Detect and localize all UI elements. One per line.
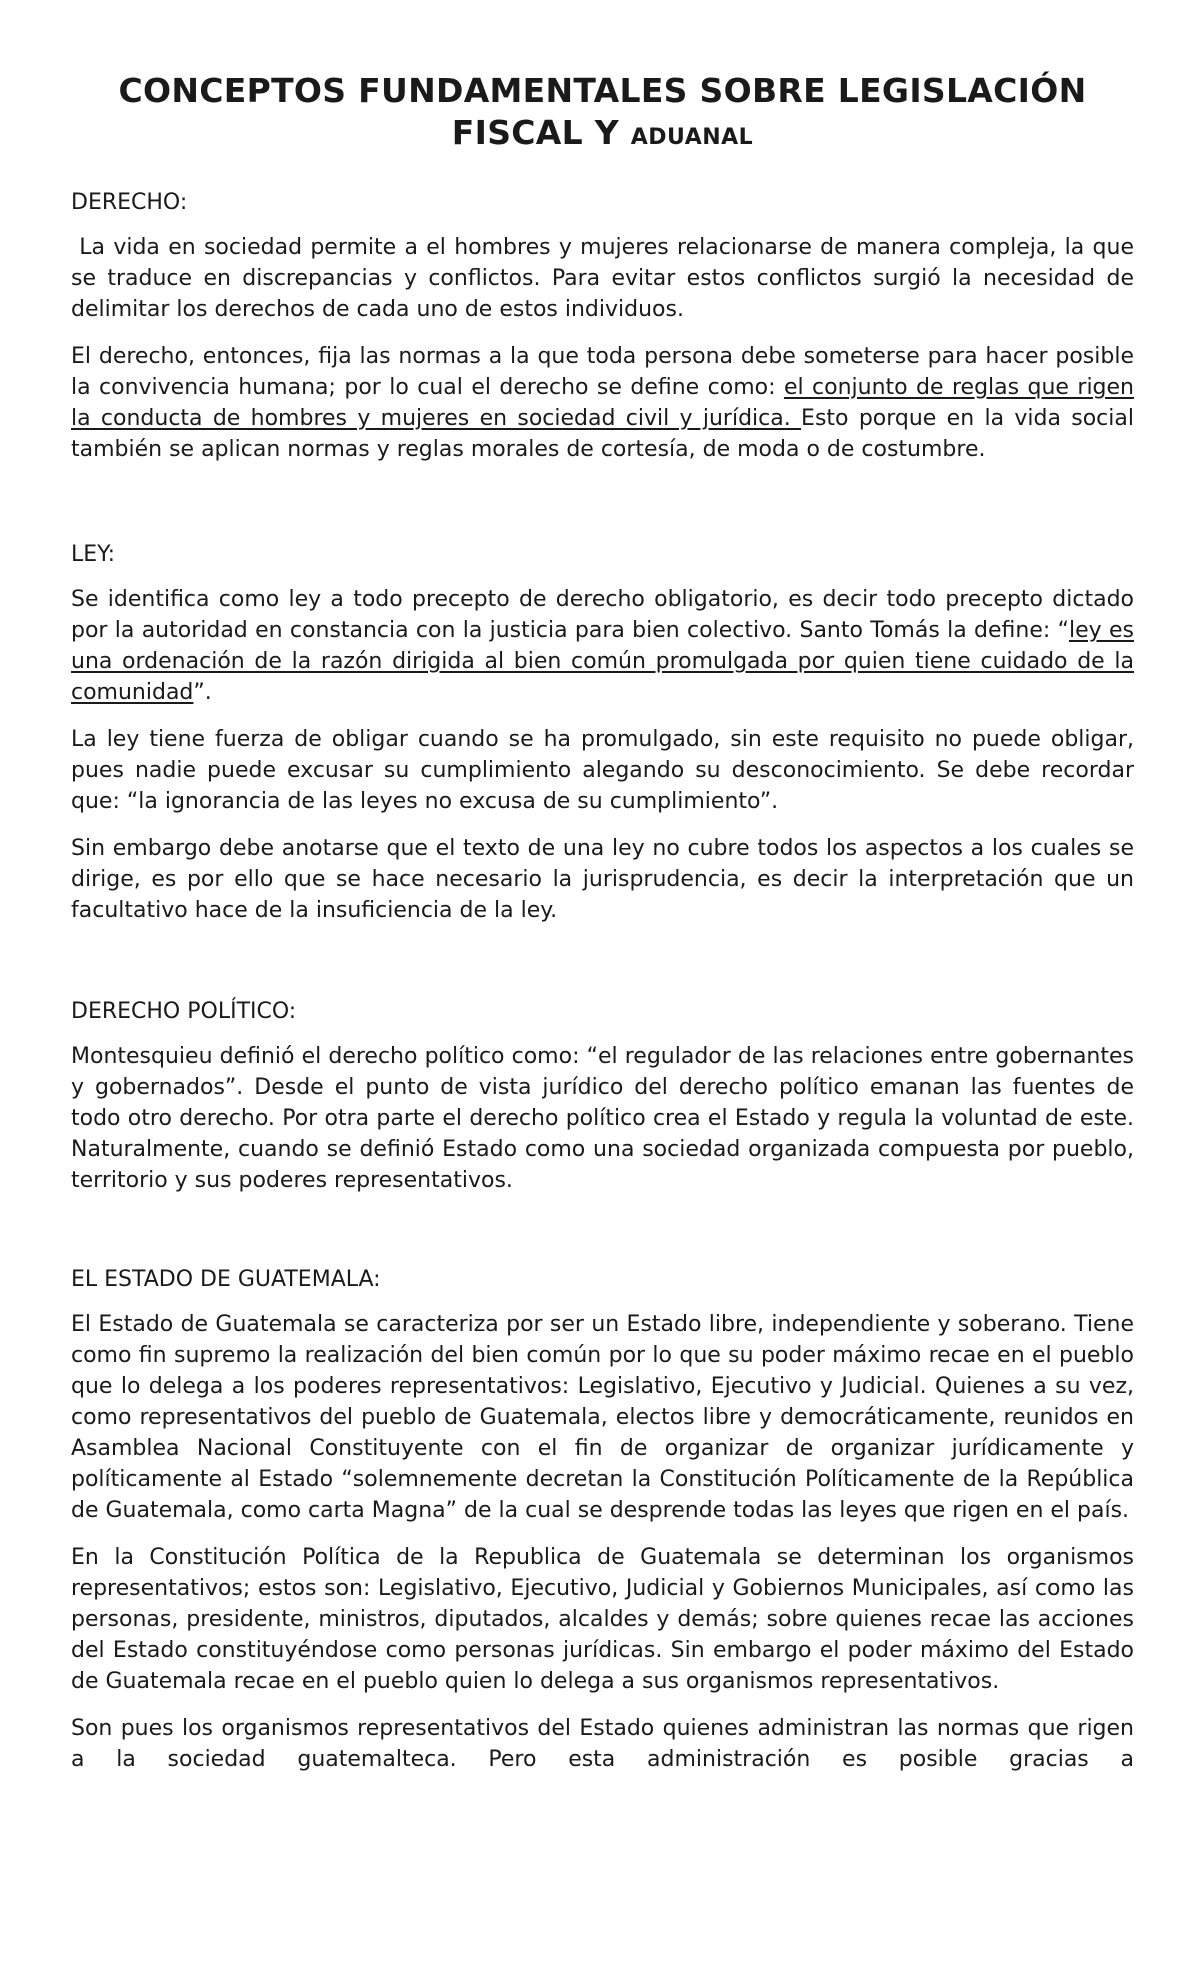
section-heading-estado-guatemala: EL ESTADO DE GUATEMALA: — [71, 1267, 381, 1292]
paragraph-ley-3: Sin embargo debe anotarse que el texto de una ley no cubre todos los aspectos a los cuales se dirige, es por ello que se hace necesario la jurisprudencia, es decir la interpretación que un facultativo hace de la insuficiencia de la ley. — [71, 836, 1134, 923]
paragraph-estado-1: El Estado de Guatemala se caracteriza por ser un Estado libre, independiente y soberano. Tiene como fin supremo la realización del bien común por lo que su poder máximo recae en el pueblo que lo delega a los poderes representativos: Legislativo, Ejecutivo y Judicial. Quienes a su vez, como representativos del pueblo de Guatemala, electos libre y democráticamente, reunidos en Asamblea Nacional Constituyente con el fin de organizar de organizar jurídicamente y políticamente al Estado “solemnemente decretan la Constitución Políticamente de la República de Guatemala, como carta Magna” de la cual se desprende todas las leyes que rigen en el país. — [71, 1312, 1134, 1523]
paragraph-ley-1-text-b: ”. — [193, 680, 212, 705]
section-heading-ley: LEY: — [71, 542, 116, 567]
spacer — [71, 1212, 1134, 1264]
paragraph-derecho-2-text-b: Esto porque en la vida social también se aplican normas y reglas morales de cortesía, de moda o de costumbre. — [71, 406, 1134, 462]
title-line-2-small-caps: ADUANAL — [630, 125, 754, 150]
derecho-definition-underlined: el conjunto de reglas que rigen la conducta de hombres y mujeres en sociedad civil y jurídica. — [71, 375, 1134, 431]
paragraph-estado-3: Son pues los organismos representativos del Estado quienes administran las normas que rigen a la sociedad guatemalteca. Pero esta administración es posible gracias a — [71, 1716, 1134, 1772]
title-line-1: CONCEPTOS FUNDAMENTALES SOBRE LEGISLACIÓN — [118, 71, 1087, 110]
paragraph-ley-1-text-a: Se identifica como ley a todo precepto de derecho obligatorio, es decir todo precepto dictado por la autoridad en constancia con la justicia para bien colectivo. Santo Tomás la define: “ — [71, 587, 1134, 643]
document-title — [71, 70, 1134, 159]
section-heading-derecho-politico: DERECHO POLÍTICO: — [71, 999, 297, 1024]
paragraph-ley-1 — [71, 584, 1134, 708]
ley-definition-underlined: ley es una ordenación de la razón dirigida al bien común promulgada por quien tiene cuidado de la comunidad — [71, 618, 1134, 705]
spacer — [71, 481, 1134, 539]
paragraph-derecho-2-text-a: El derecho, entonces, fija las normas a la que toda persona debe someterse para hacer posible la convivencia humana; por lo cual el derecho se define como: — [71, 344, 1134, 400]
paragraph-ley-2: La ley tiene fuerza de obligar cuando se ha promulgado, sin este requisito no puede obligar, pues nadie puede excusar su cumplimiento alegando su desconocimiento. Se debe recordar que: “la ignorancia de las leyes no excusa de su cumplimiento”. — [71, 727, 1134, 814]
spacer — [71, 942, 1134, 996]
paragraph-derecho-1-text: La vida en sociedad permite a el hombres y mujeres relacionarse de manera compleja, la que se traduce en discrepancias y conflictos. Para evitar estos conflictos surgió la necesidad de delimitar los derechos de cada uno de estos individuos. — [71, 235, 1141, 322]
paragraph-derecho-2 — [71, 341, 1134, 465]
section-heading-derecho: DERECHO: — [71, 190, 188, 215]
paragraph-estado-2: En la Constitución Política de la Republica de Guatemala se determinan los organismos representativos; estos son: Legislativo, Ejecutivo, Judicial y Gobiernos Municipales, así como las personas, presidente, ministros, diputados, alcaldes y demás; sobre quienes recae las acciones del Estado constituyéndose como personas jurídicas. Sin embargo el poder máximo del Estado de Guatemala recae en el pueblo quien lo delega a sus organismos representativos. — [71, 1545, 1134, 1694]
paragraph-derecho-politico-1: Montesquieu definió el derecho político como: “el regulador de las relaciones entre gobernantes y gobernados”. Desde el punto de vista jurídico del derecho político emanan las fuentes de todo otro derecho. Por otra parte el derecho político crea el Estado y regula la voluntad de este. Naturalmente, cuando se definió Estado como una sociedad organizada compuesta por pueblo, territorio y sus poderes representativos. — [71, 1044, 1134, 1193]
title-line-2: FISCAL Y — [451, 113, 631, 152]
paragraph-derecho-1 — [71, 232, 1141, 325]
